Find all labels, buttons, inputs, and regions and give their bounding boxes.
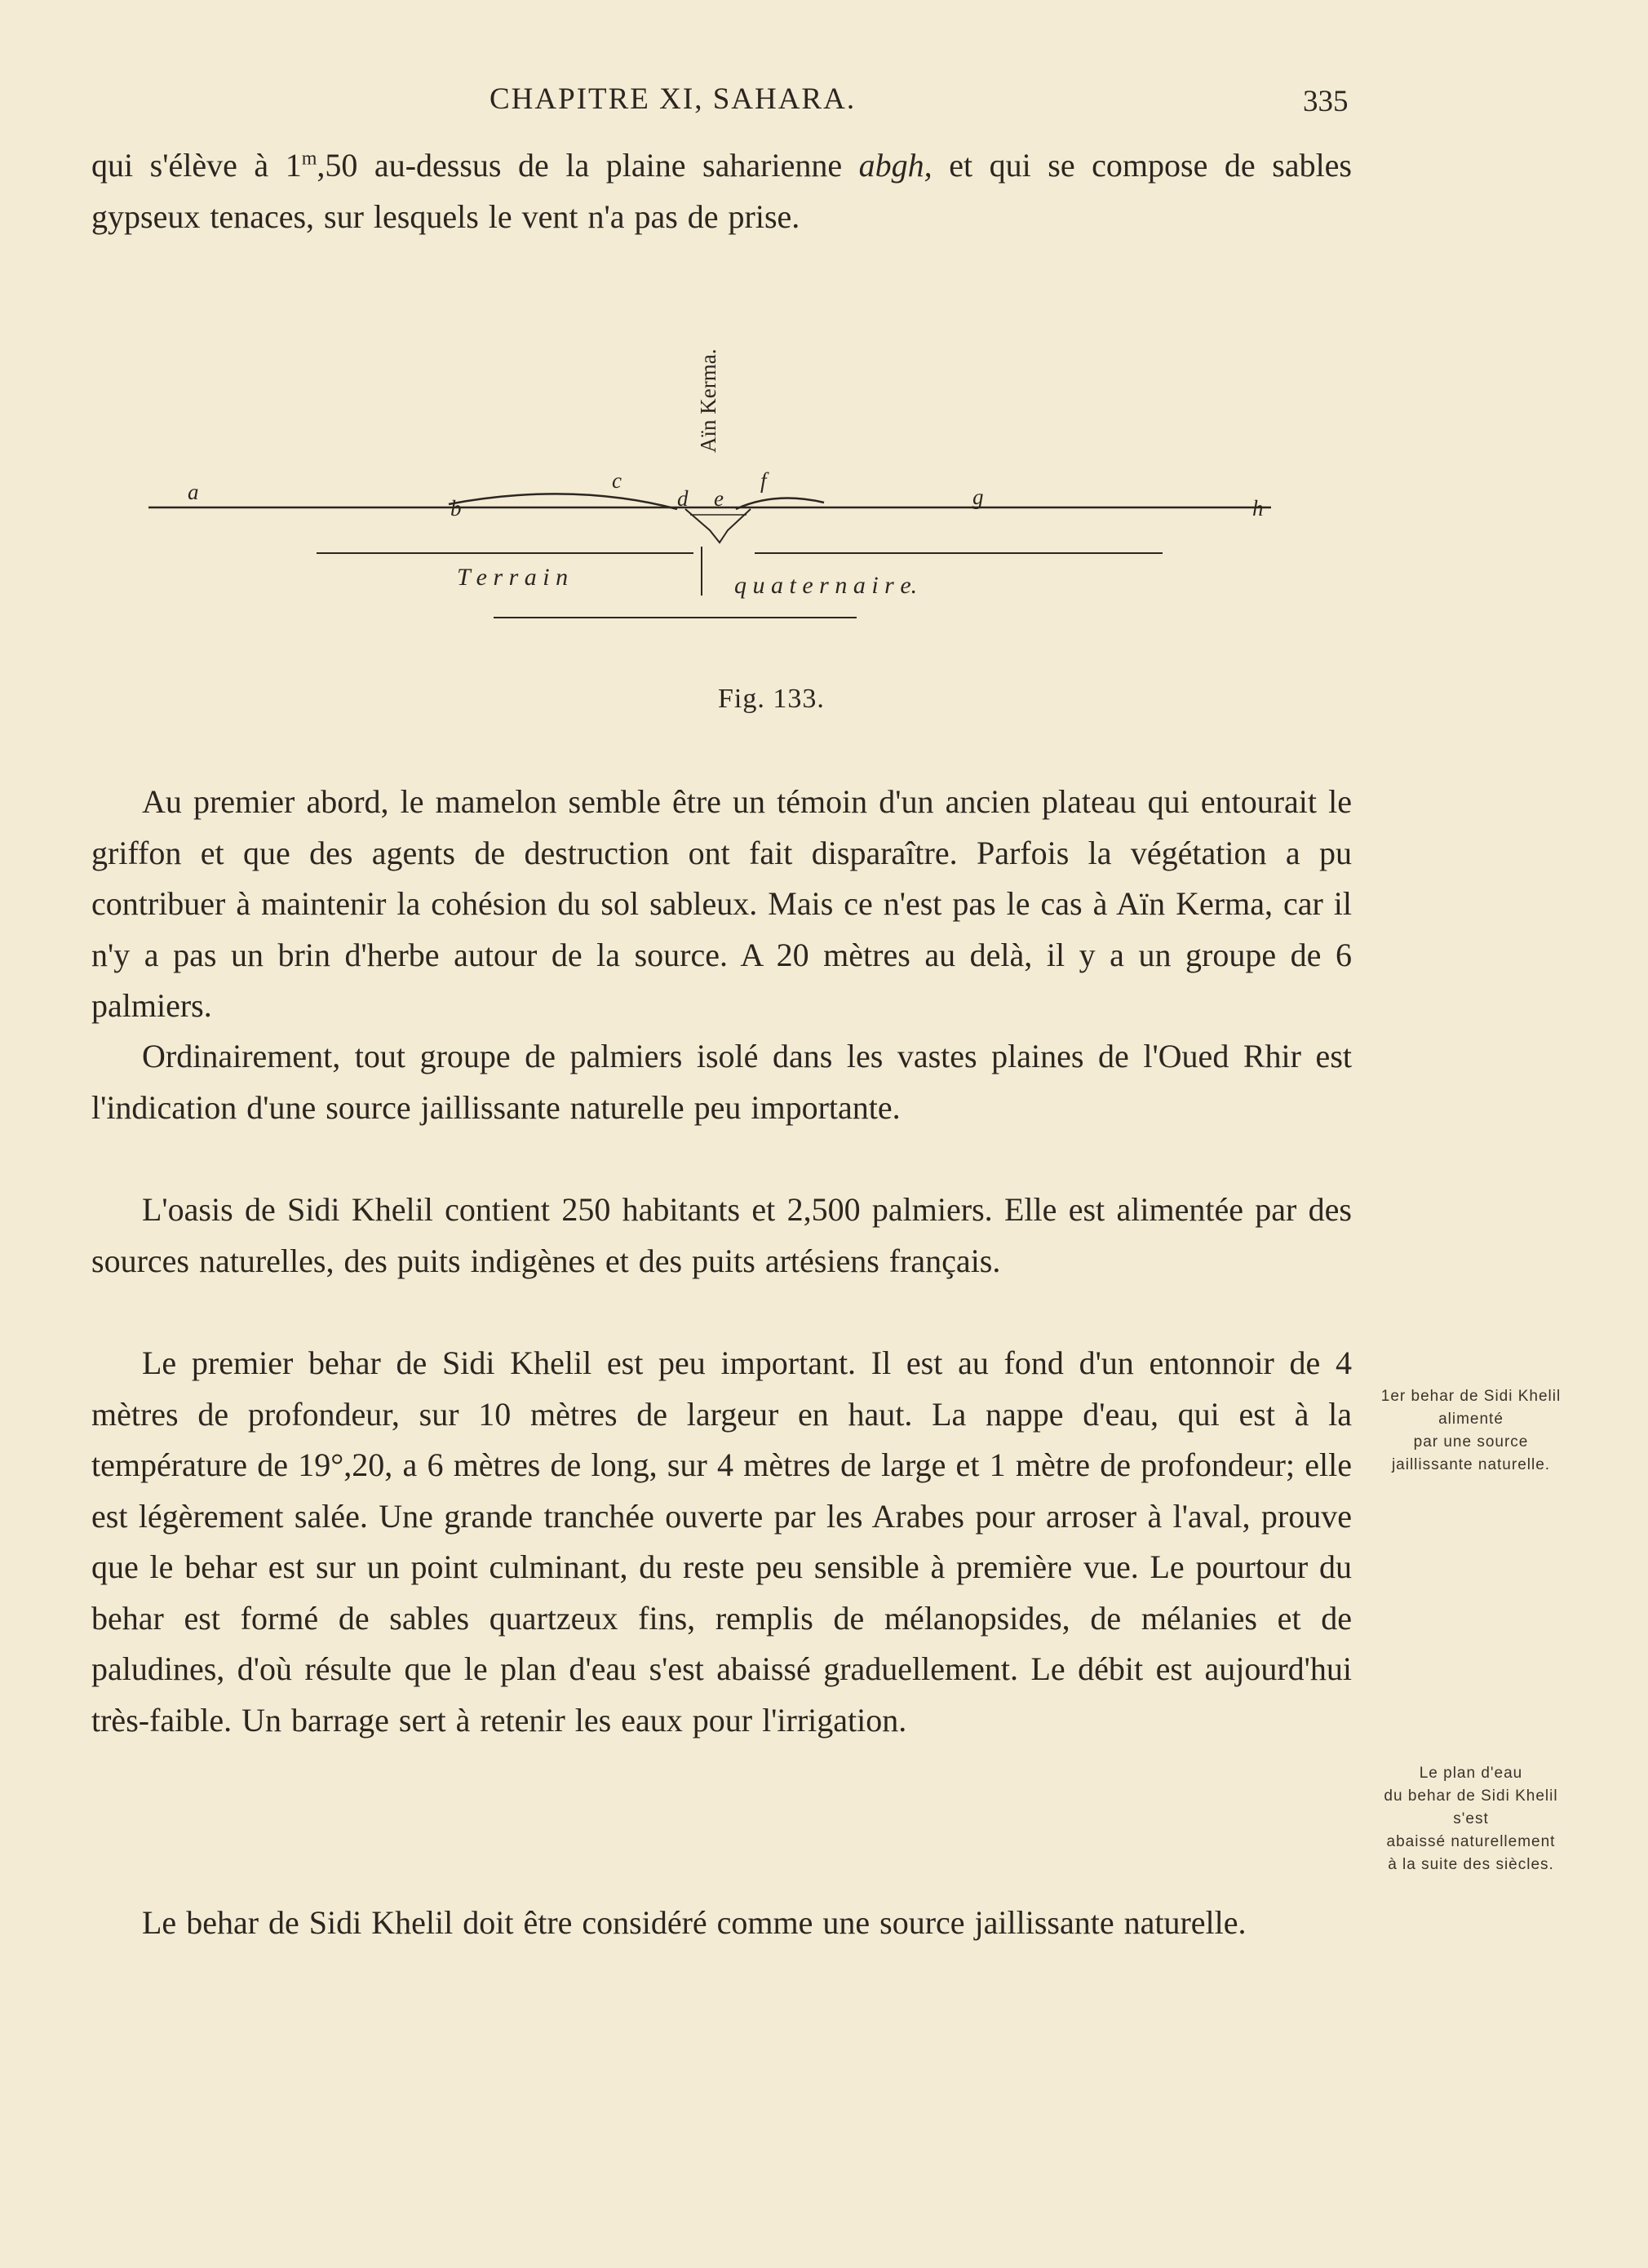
label-d: d: [677, 486, 689, 511]
geological-section-diagram: [147, 310, 1289, 669]
body-paragraph: L'oasis de Sidi Khelil contient 250 habitants et 2,500 palmiers. Elle est alimentée par des sources naturelles, des puits indigènes et des puits artésiens français.: [91, 1191, 1352, 1279]
label-a: a: [188, 480, 199, 504]
margin-note-water-level: [1373, 1762, 1569, 1876]
running-header: CHAPITRE XI, SAHARA.: [490, 82, 857, 116]
margin-note-line: à la suite des siècles.: [1388, 1856, 1554, 1873]
figure-vertical-label: Aïn Kerma.: [696, 348, 720, 453]
label-e: e: [714, 486, 724, 511]
terrain-word: T e r r a i n: [457, 564, 569, 591]
margin-note-line: Le plan d'eau: [1419, 1765, 1523, 1782]
body-paragraph: Le behar de Sidi Khelil doit être considéré comme une source jaillissante naturelle.: [142, 1904, 1247, 1941]
margin-note-line: alimenté: [1438, 1411, 1504, 1428]
margin-note-line: abaissé naturellement: [1386, 1833, 1556, 1850]
label-f: f: [760, 468, 767, 493]
label-g: g: [972, 485, 984, 509]
margin-note-line: 1er behar de Sidi Khelil: [1380, 1388, 1562, 1405]
intro-text-mid: ,50 au-dessus de la plaine saharienne: [317, 147, 859, 184]
intro-superscript: m: [301, 148, 317, 170]
margin-note-line: s'est: [1453, 1810, 1489, 1827]
body-paragraph: Le premier behar de Sidi Khelil est peu important. Il est au fond d'un entonnoir de 4 mètres de profondeur, sur 10 mètres de largeur en haut. La nappe d'eau, qui est à la température de 19°,20, a 6 mètres de long, sur 4 mètres de large et 1 mètre de profondeur; elle est légèrement salée. Une grande tranchée ouverte par les Arabes pour arroser à l'aval, prouve que le behar est sur un point culminant, du reste peu sensible à première vue. Le pourtour du behar est formé de sables quartzeux fins, remplis de mélanopsides, de mélanies et de paludines, d'où résulte que le plan d'eau s'est abaissé graduellement. Le débit est aujourd'hui très-faible. Un barrage sert à retenir les eaux pour l'irrigation.: [91, 1344, 1352, 1739]
intro-italic-letters: abgh,: [858, 147, 933, 184]
intro-paragraph: [91, 140, 1352, 242]
page-number: 335: [1303, 85, 1349, 118]
margin-note-line: du behar de Sidi Khelil: [1384, 1787, 1558, 1805]
margin-note-line: par une source: [1413, 1433, 1529, 1451]
label-c: c: [612, 468, 622, 493]
quaternaire-word: q u a t e r n a i r e.: [734, 572, 918, 599]
spring-funnel: [685, 509, 751, 543]
body-paragraph: Ordinairement, tout groupe de palmiers isolé dans les vastes plaines de l'Oued Rhir est l'indication d'une source jaillissante naturelle peu importante.: [91, 1038, 1352, 1126]
label-h: h: [1252, 496, 1264, 520]
figure-133: [147, 310, 1289, 673]
body-paragraph: Au premier abord, le mamelon semble être un témoin d'un ancien plateau qui entourait le griffon et que des agents de destruction ont fait disparaître. Parfois la végétation a pu contribuer à maintenir la cohésion du sol sableux. Mais ce n'est pas le cas à Aïn Kerma, car il n'y a pas un brin d'herbe autour de la source. A 20 mètres au delà, il y a un groupe de 6 palmiers.: [91, 783, 1352, 1024]
label-b: b: [450, 496, 462, 520]
margin-note-line: jaillissante naturelle.: [1391, 1456, 1551, 1473]
margin-note-first-behar: [1373, 1385, 1569, 1477]
intro-text-end: et qui se compose de sables gypseux tenaces, sur lesquels le vent n'a pas de prise.: [91, 147, 1352, 235]
intro-text-start: qui s'élève à 1: [91, 147, 302, 184]
figure-caption: Fig. 133.: [718, 684, 825, 714]
